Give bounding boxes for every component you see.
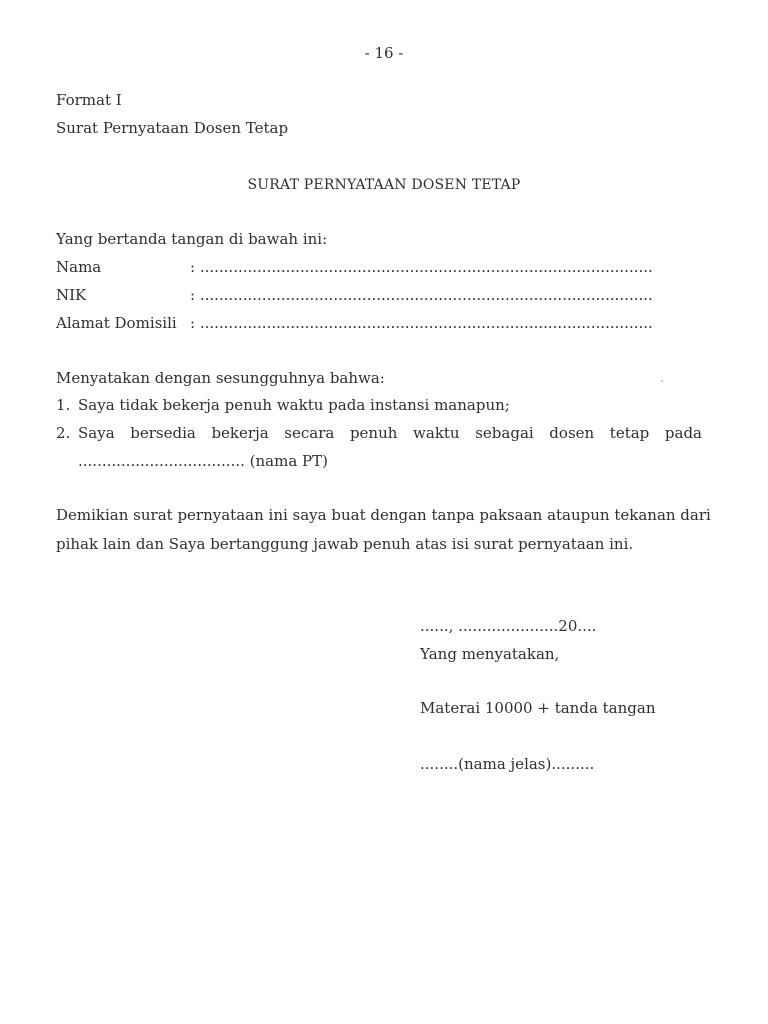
- list-item-number: 2.: [56, 424, 71, 442]
- list-item-number: 1.: [56, 396, 71, 414]
- closing-line-2: pihak lain dan Saya bertanggung jawab penuh atas isi surat pernyataan ini.: [56, 535, 634, 553]
- document-title: SURAT PERNYATAAN DOSEN TETAP: [247, 177, 521, 193]
- field-label-nik: NIK: [56, 286, 87, 304]
- field-label-alamat: Alamat Domisili: [56, 314, 177, 332]
- field-label-nama: Nama: [56, 258, 102, 276]
- field-value-nama: : ...............................................................................................: [190, 258, 653, 276]
- intro-text: Yang bertanda tangan di bawah ini:: [56, 230, 328, 248]
- field-value-nik: : ...............................................................................................: [190, 286, 653, 304]
- scan-speck: [661, 380, 663, 382]
- signature-date: ......, .....................20....: [420, 617, 597, 635]
- format-label: Format I: [56, 91, 122, 109]
- list-item-text: Saya tidak bekerja penuh waktu pada instansi manapun;: [78, 396, 510, 414]
- statement-intro: Menyatakan dengan sesungguhnya bahwa:: [56, 369, 385, 387]
- signature-role: Yang menyatakan,: [420, 645, 560, 663]
- format-subtitle: Surat Pernyataan Dosen Tetap: [56, 119, 289, 137]
- closing-line-1: Demikian surat pernyataan ini saya buat dengan tanpa paksaan ataupun tekanan dari: [56, 506, 711, 524]
- signature-materai: Materai 10000 + tanda tangan: [420, 699, 656, 717]
- signature-name: ........(nama jelas).........: [420, 755, 595, 773]
- list-item-continuation: ................................... (nama PT): [78, 452, 328, 470]
- field-value-alamat: : ...............................................................................................: [190, 314, 653, 332]
- page-number: - 16 -: [364, 44, 404, 62]
- list-item-text: Saya bersedia bekerja secara penuh waktu sebagai dosen tetap pada: [78, 424, 702, 442]
